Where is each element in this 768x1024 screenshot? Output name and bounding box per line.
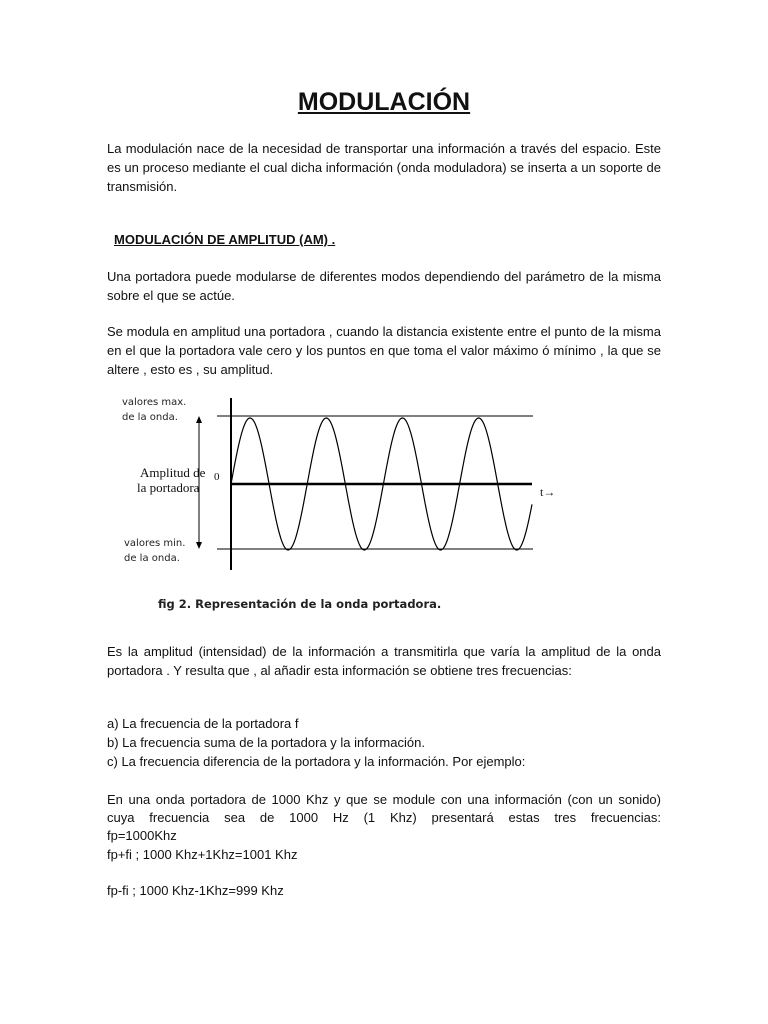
example-line-2: cuya frecuencia sea de 1000 Hz (1 Khz) presentará estas tres frecuencias:	[107, 810, 661, 825]
amplitude-label-line1: Amplitud de	[140, 465, 206, 480]
amplitude-arrow-bottom	[196, 542, 202, 549]
amplitude-arrow-top	[196, 416, 202, 423]
example-fp-plus-fi: fp+fi ; 1000 Khz+1Khz=1001 Khz	[107, 847, 298, 862]
time-label: t→	[540, 485, 556, 499]
amplitude-paragraph: Se modula en amplitud una portadora , cuando la distancia existente entre el punto de la misma en el que la portadora vale cero y los puntos en que toma el valor máximo ó mínimo , la que se altere , esto es , su amplitud.	[107, 324, 661, 377]
list-item-b: b) La frecuencia suma de la portadora y la información.	[107, 735, 425, 750]
section-heading-am: MODULACIÓN DE AMPLITUD (AM) .	[114, 232, 336, 247]
example-line-1: En una onda portadora de 1000 Khz y que se module con una información (con un sonido)	[107, 792, 661, 807]
intro-paragraph: La modulación nace de la necesidad de transportar una información a través del espacio. Este es un proceso mediante el cual dicha información (onda moduladora) se inserta a un soporte de transmisión.	[107, 141, 661, 194]
example-fp-minus-fi: fp-fi ; 1000 Khz-1Khz=999 Khz	[107, 883, 284, 898]
max-values-label-line1: valores max.	[122, 397, 187, 408]
amplitude-label-line2: la portadora	[137, 480, 200, 495]
zero-label: 0	[214, 471, 220, 483]
min-values-label-line1: valores min.	[124, 538, 186, 549]
example-fp: fp=1000Khz	[107, 828, 177, 843]
modes-paragraph: Una portadora puede modularse de diferentes modos dependiendo del parámetro de la misma sobre el que se actúe.	[107, 269, 661, 303]
carrier-wave-figure	[118, 392, 568, 574]
figure-caption: fig 2. Representación de la onda portadora.	[158, 597, 442, 611]
min-values-label-line2: de la onda.	[124, 553, 180, 564]
information-paragraph: Es la amplitud (intensidad) de la información a transmitirla que varía la amplitud de la onda portadora . Y resulta que , al añadir esta información se obtiene tres frecuencias:	[107, 644, 661, 678]
list-item-a: a) La frecuencia de la portadora f	[107, 716, 299, 731]
max-values-label-line2: de la onda.	[122, 412, 178, 423]
page-title: MODULACIÓN	[297, 88, 471, 116]
list-item-c: c) La frecuencia diferencia de la portadora y la información. Por ejemplo:	[107, 754, 526, 769]
